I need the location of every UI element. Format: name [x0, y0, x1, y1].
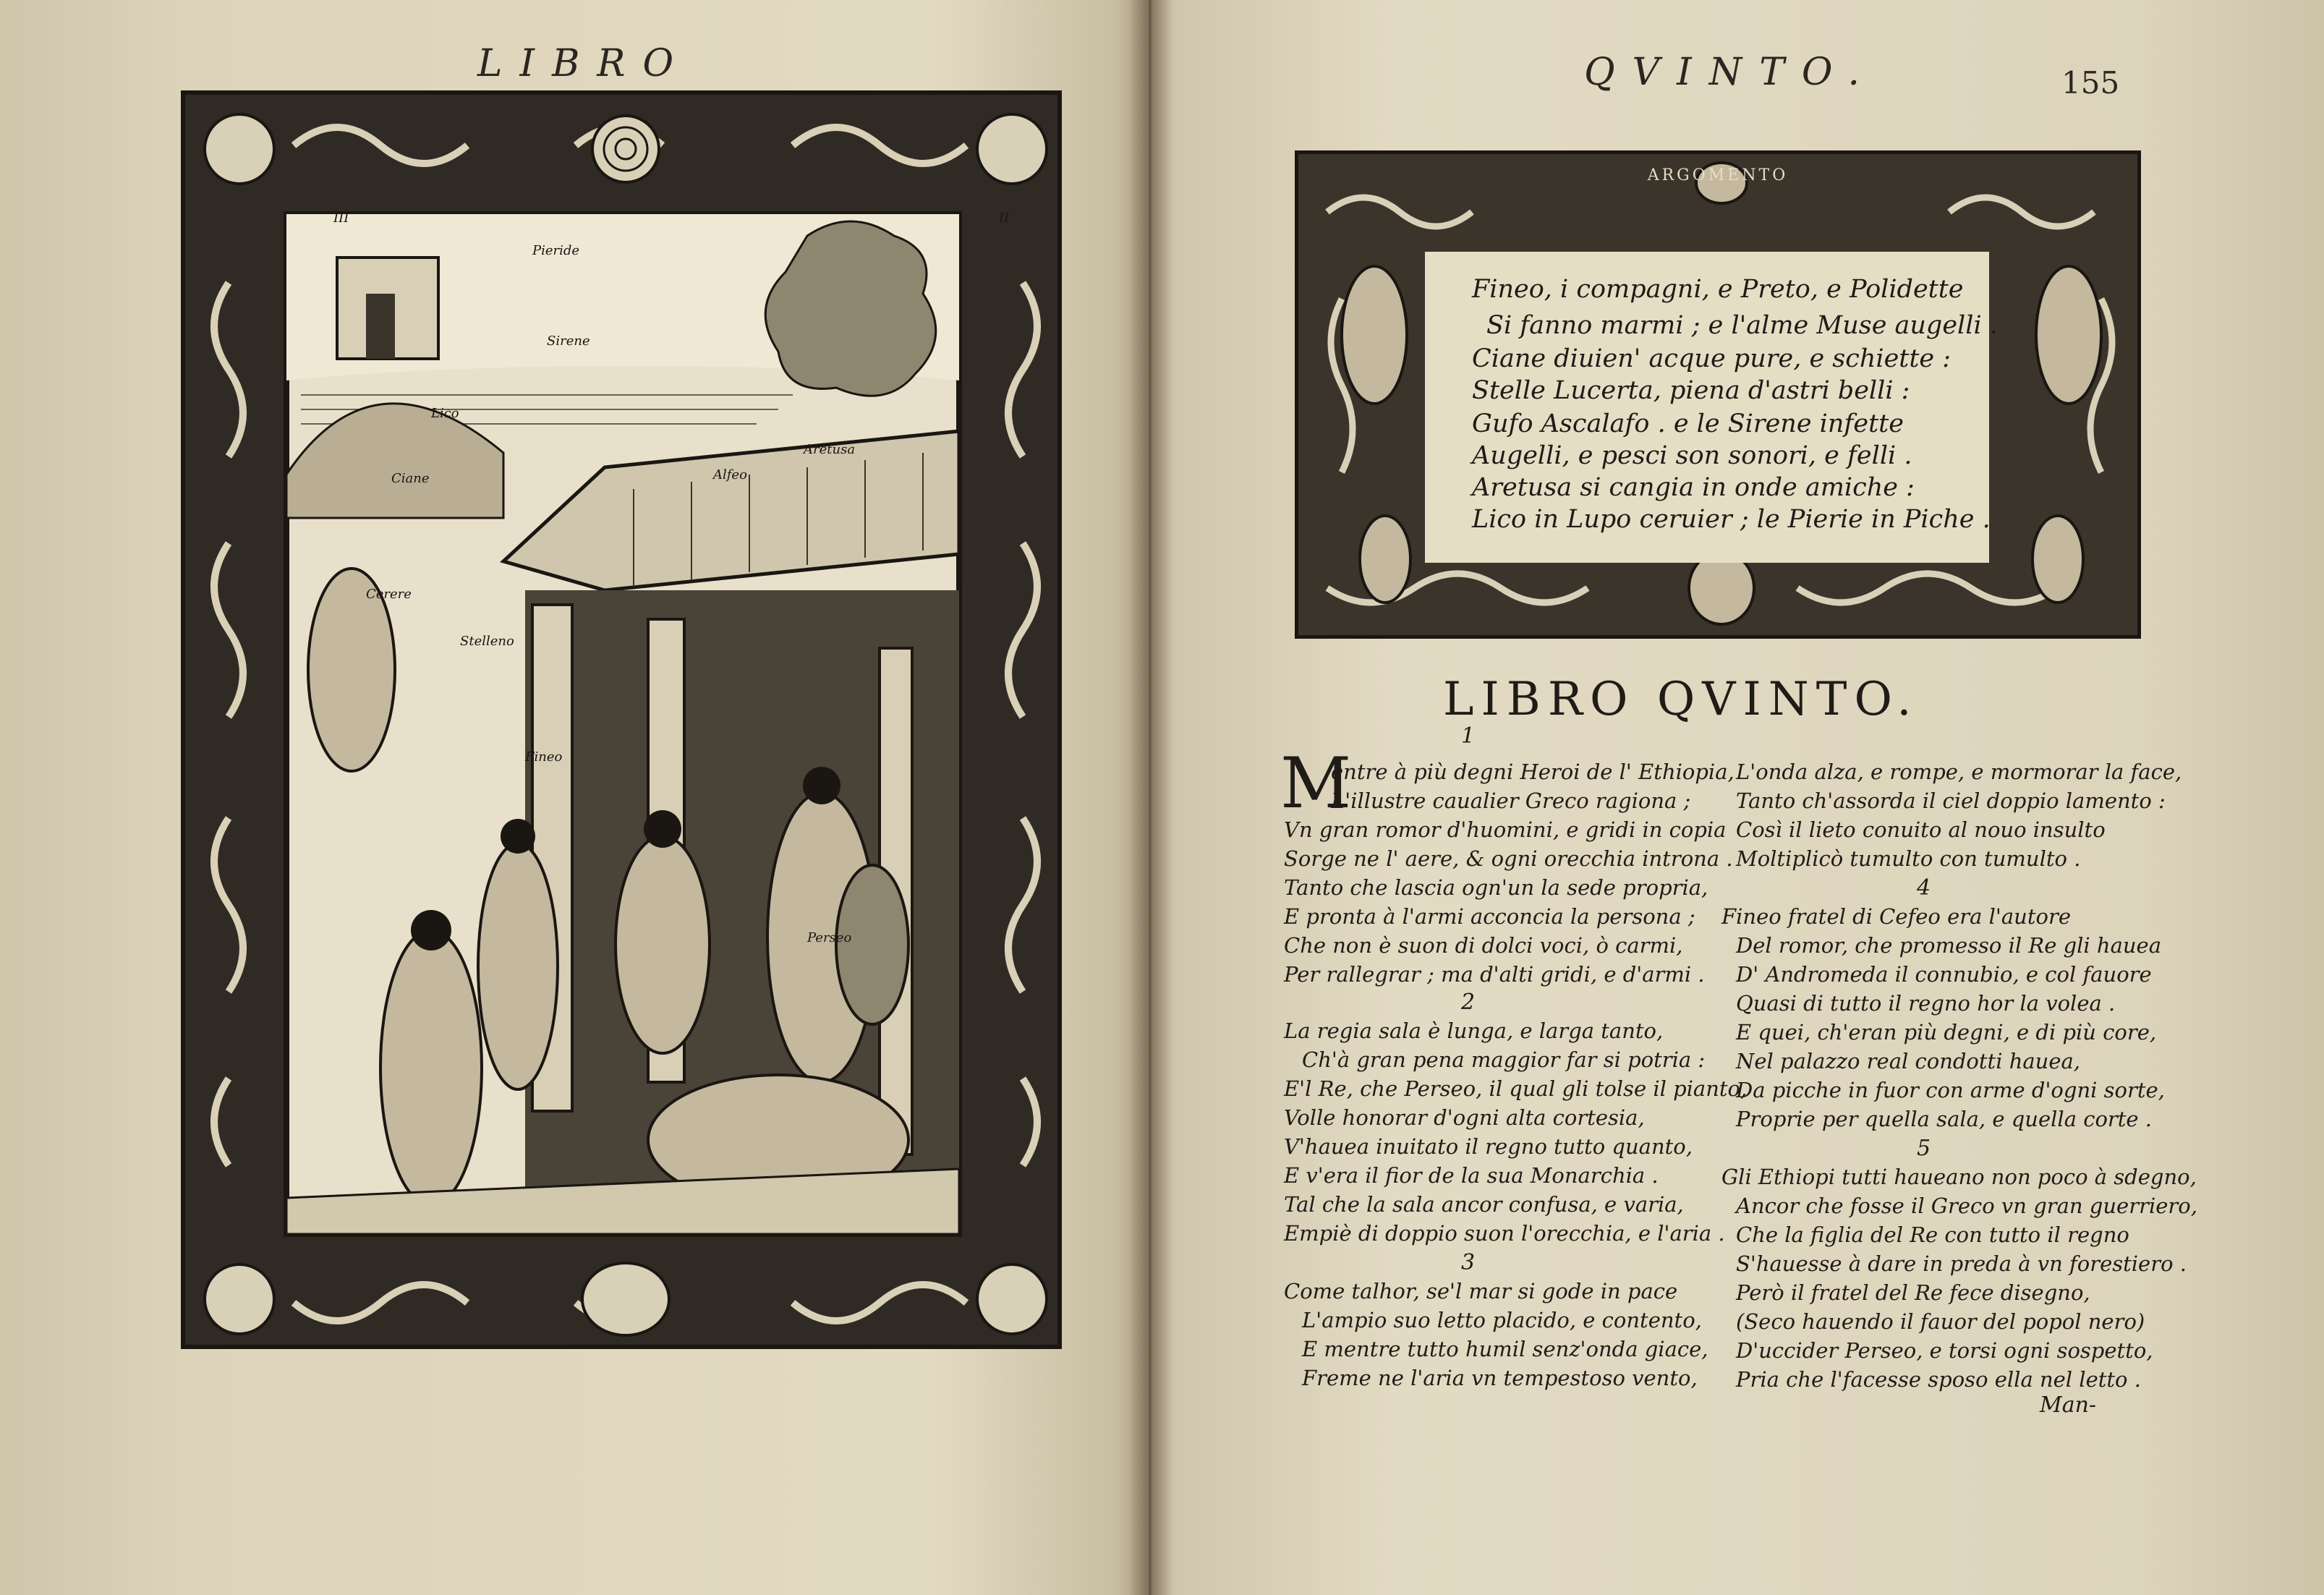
verse-line: Che non è suon di dolci voci, ò carmi,: [1284, 933, 1683, 958]
verse-line: L'illustre caualier Greco ragiona ;: [1331, 788, 1691, 813]
plate-label-cerere: Cerere: [366, 587, 412, 602]
verse-line: Così il lieto conuito al nouo insulto: [1736, 817, 2106, 842]
verse-line: S'hauesse à dare in preda à vn forestiero .: [1736, 1251, 2187, 1276]
verse-line: Quasi di tutto il regno hor la volea .: [1736, 991, 2116, 1016]
argomento-line: Stelle Lucerta, piena d'astri belli :: [1472, 376, 1910, 405]
chapter-title: LIBRO QVINTO.: [1443, 673, 1919, 726]
verse-line: Da picche in fuor con arme d'ogni sorte,: [1736, 1078, 2165, 1102]
verse-line: Tanto ch'assorda il ciel doppio lamento :: [1736, 788, 2166, 813]
verse-line: V'hauea inuitato il regno tutto quanto,: [1284, 1134, 1693, 1159]
verse-line: Come talhor, se'l mar si gode in pace: [1284, 1279, 1678, 1303]
verse-line: Fineo fratel di Cefeo era l'autore: [1721, 904, 2071, 929]
verse-line: Proprie per quella sala, e quella corte .: [1736, 1107, 2153, 1131]
verse-line: Del romor, che promesso il Re gli hauea: [1736, 933, 2162, 958]
left-page: [0, 0, 1146, 1595]
verse-line: E quei, ch'eran più degni, e di più core,: [1736, 1020, 2157, 1045]
argomento-line: Aretusa si cangia in onde amiche :: [1472, 473, 1915, 502]
right-page: [1157, 0, 2324, 1595]
plate-label-alfeo: Alfeo: [713, 467, 747, 482]
verse-line: E'l Re, che Perseo, il qual gli tolse il pianto,: [1284, 1076, 1748, 1101]
verse-line: Tanto che lascia ogn'un la sede propria,: [1284, 875, 1708, 900]
verse-line: L'ampio suo letto placido, e contento,: [1302, 1308, 1702, 1332]
verse-line: Che la figlia del Re con tutto il regno: [1736, 1222, 2129, 1247]
argomento-line: Si fanno marmi ; e l'alme Muse augelli .: [1486, 311, 1998, 340]
verse-line: D' Andromeda il connubio, e col fauore: [1736, 962, 2152, 987]
page-number: 155: [2061, 65, 2120, 101]
running-head-left: LIBRO: [477, 42, 691, 85]
stanza-number: 4: [1917, 875, 1931, 901]
argomento-line: Augelli, e pesci son sonori, e felli .: [1472, 441, 1912, 470]
argomento-cartouche: [1295, 150, 2141, 639]
stanza-number: 1: [1461, 723, 1476, 749]
stanza-number: 2: [1461, 990, 1476, 1015]
plate-label-pieride: Pieride: [532, 243, 580, 258]
verse-line: Pria che l'facesse sposo ella nel letto .: [1736, 1367, 2141, 1392]
argomento-line: Lico in Lupo ceruier ; le Pierie in Piche .: [1472, 505, 1991, 534]
plate-label-fineo: Fineo: [525, 749, 563, 765]
plate-label-lico: Lico: [431, 406, 459, 421]
verse-line: Moltiplicò tumulto con tumulto .: [1736, 846, 2081, 871]
plate-label-perseo: Perseo: [807, 930, 852, 945]
argomento-line: Gufo Ascalafo . e le Sirene infette: [1472, 409, 1904, 438]
verse-line: Per rallegrar ; ma d'alti gridi, e d'armi .: [1284, 962, 1705, 987]
catchword: Man-: [2040, 1392, 2097, 1418]
argomento-label: ARGOMENTO: [1647, 166, 1789, 184]
plate-label-sirene: Sirene: [547, 333, 590, 349]
verse-line: Però il fratel del Re fece disegno,: [1736, 1280, 2090, 1305]
verse-line: Empiè di doppio suon l'orecchia, e l'aria .: [1284, 1221, 1725, 1246]
engraved-plate: [181, 90, 1062, 1349]
verse-line: L'onda alza, e rompe, e mormorar la face,: [1736, 760, 2182, 784]
frame-numeral-right: II: [999, 210, 1010, 226]
verse-line: (Seco hauendo il fauor del popol nero): [1736, 1309, 2145, 1334]
plate-label-ciane: Ciane: [391, 471, 430, 486]
verse-line: D'uccider Perseo, e torsi ogni sospetto,: [1736, 1338, 2153, 1363]
verse-line: Ch'à gran pena maggior far si potria :: [1302, 1047, 1706, 1072]
running-head-right: QVINTO.: [1584, 51, 1878, 94]
verse-line: Freme ne l'aria vn tempestoso vento,: [1302, 1366, 1698, 1390]
verse-line: Volle honorar d'ogni alta cortesia,: [1284, 1105, 1645, 1130]
verse-line: E v'era il fior de la sua Monarchia .: [1284, 1163, 1659, 1188]
stanza-number: 5: [1917, 1136, 1931, 1161]
plate-label-aretusa: Aretusa: [804, 442, 856, 457]
verse-line: Ancor che fosse il Greco vn gran guerriero,: [1736, 1194, 2197, 1218]
verse-line: La regia sala è lunga, e larga tanto,: [1284, 1018, 1664, 1043]
frame-numeral-left: III: [333, 210, 349, 226]
verse-line: Vn gran romor d'huomini, e gridi in copia: [1284, 817, 1727, 842]
verse-line: Nel palazzo real condotti hauea,: [1736, 1049, 2081, 1073]
verse-line: entre à più degni Heroi de l' Ethiopia,: [1331, 760, 1735, 784]
verse-line: Sorge ne l' aere, & ogni orecchia introna .: [1284, 846, 1733, 871]
verse-line: E pronta à l'armi acconcia la persona ;: [1284, 904, 1695, 929]
verse-line: E mentre tutto humil senz'onda giace,: [1302, 1337, 1708, 1361]
argomento-line: Fineo, i compagni, e Preto, e Polidette: [1472, 275, 1964, 304]
plate-label-stelleno: Stelleno: [460, 634, 514, 649]
stanza-number: 3: [1461, 1250, 1476, 1275]
argomento-line: Ciane diuien' acque pure, e schiette :: [1472, 344, 1951, 373]
drop-cap: M: [1280, 743, 1352, 824]
plate-ornament-frame: [185, 95, 1066, 1353]
verse-line: Gli Ethiopi tutti haueano non poco à sdegno,: [1721, 1165, 2197, 1189]
verse-line: Tal che la sala ancor confusa, e varia,: [1284, 1192, 1684, 1217]
argomento-text-panel: [1425, 252, 1998, 563]
